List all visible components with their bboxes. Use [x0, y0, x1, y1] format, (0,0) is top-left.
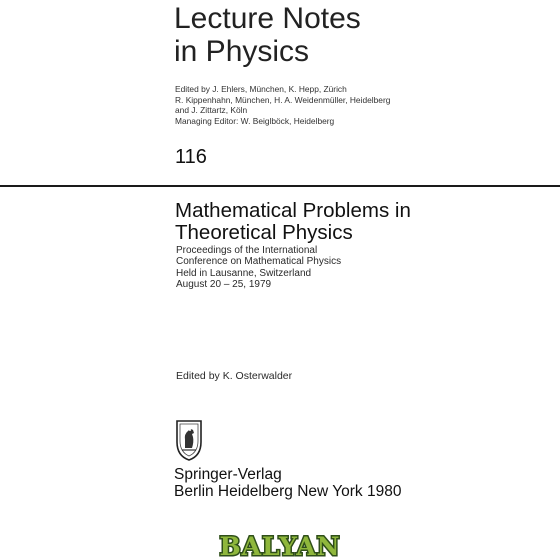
editors-line-1: Edited by J. Ehlers, München, K. Hepp, Zürich	[175, 84, 347, 94]
editors-line-3: and J. Zittartz, Köln	[175, 105, 248, 116]
publisher-block	[174, 466, 401, 500]
proceedings-info	[176, 245, 341, 291]
book-title-line-2: Theoretical Physics	[175, 221, 353, 244]
watermark	[210, 530, 350, 560]
series-title-line-2: in Physics	[174, 35, 310, 68]
proceedings-line-3: Held in Lausanne, Switzerland	[176, 267, 312, 279]
series-title	[174, 2, 361, 68]
publisher-cities: Berlin Heidelberg New York 1980	[174, 483, 402, 500]
editors-line-4: Managing Editor: W. Beiglböck, Heidelberg	[175, 115, 335, 126]
volume-editor: Edited by K. Osterwalder	[176, 370, 293, 382]
series-title-line-1: Lecture Notes	[174, 2, 361, 35]
proceedings-line-2: Conference on Mathematical Physics	[176, 256, 342, 268]
springer-knight-seal-icon	[174, 418, 204, 462]
book-title	[175, 200, 411, 244]
book-title-line-1: Mathematical Problems in	[175, 199, 411, 222]
volume-number: 116	[175, 146, 207, 168]
divider-rule	[0, 185, 560, 187]
series-editors	[175, 84, 390, 126]
proceedings-line-1: Proceedings of the International	[176, 245, 318, 256]
editors-line-2: R. Kippenhahn, München, H. A. Weidenmüller, Heidelberg	[175, 94, 391, 105]
proceedings-line-4: August 20 – 25, 1979	[176, 279, 272, 291]
watermark-text: BALYAN	[219, 532, 341, 560]
publisher-name: Springer-Verlag	[174, 466, 282, 483]
